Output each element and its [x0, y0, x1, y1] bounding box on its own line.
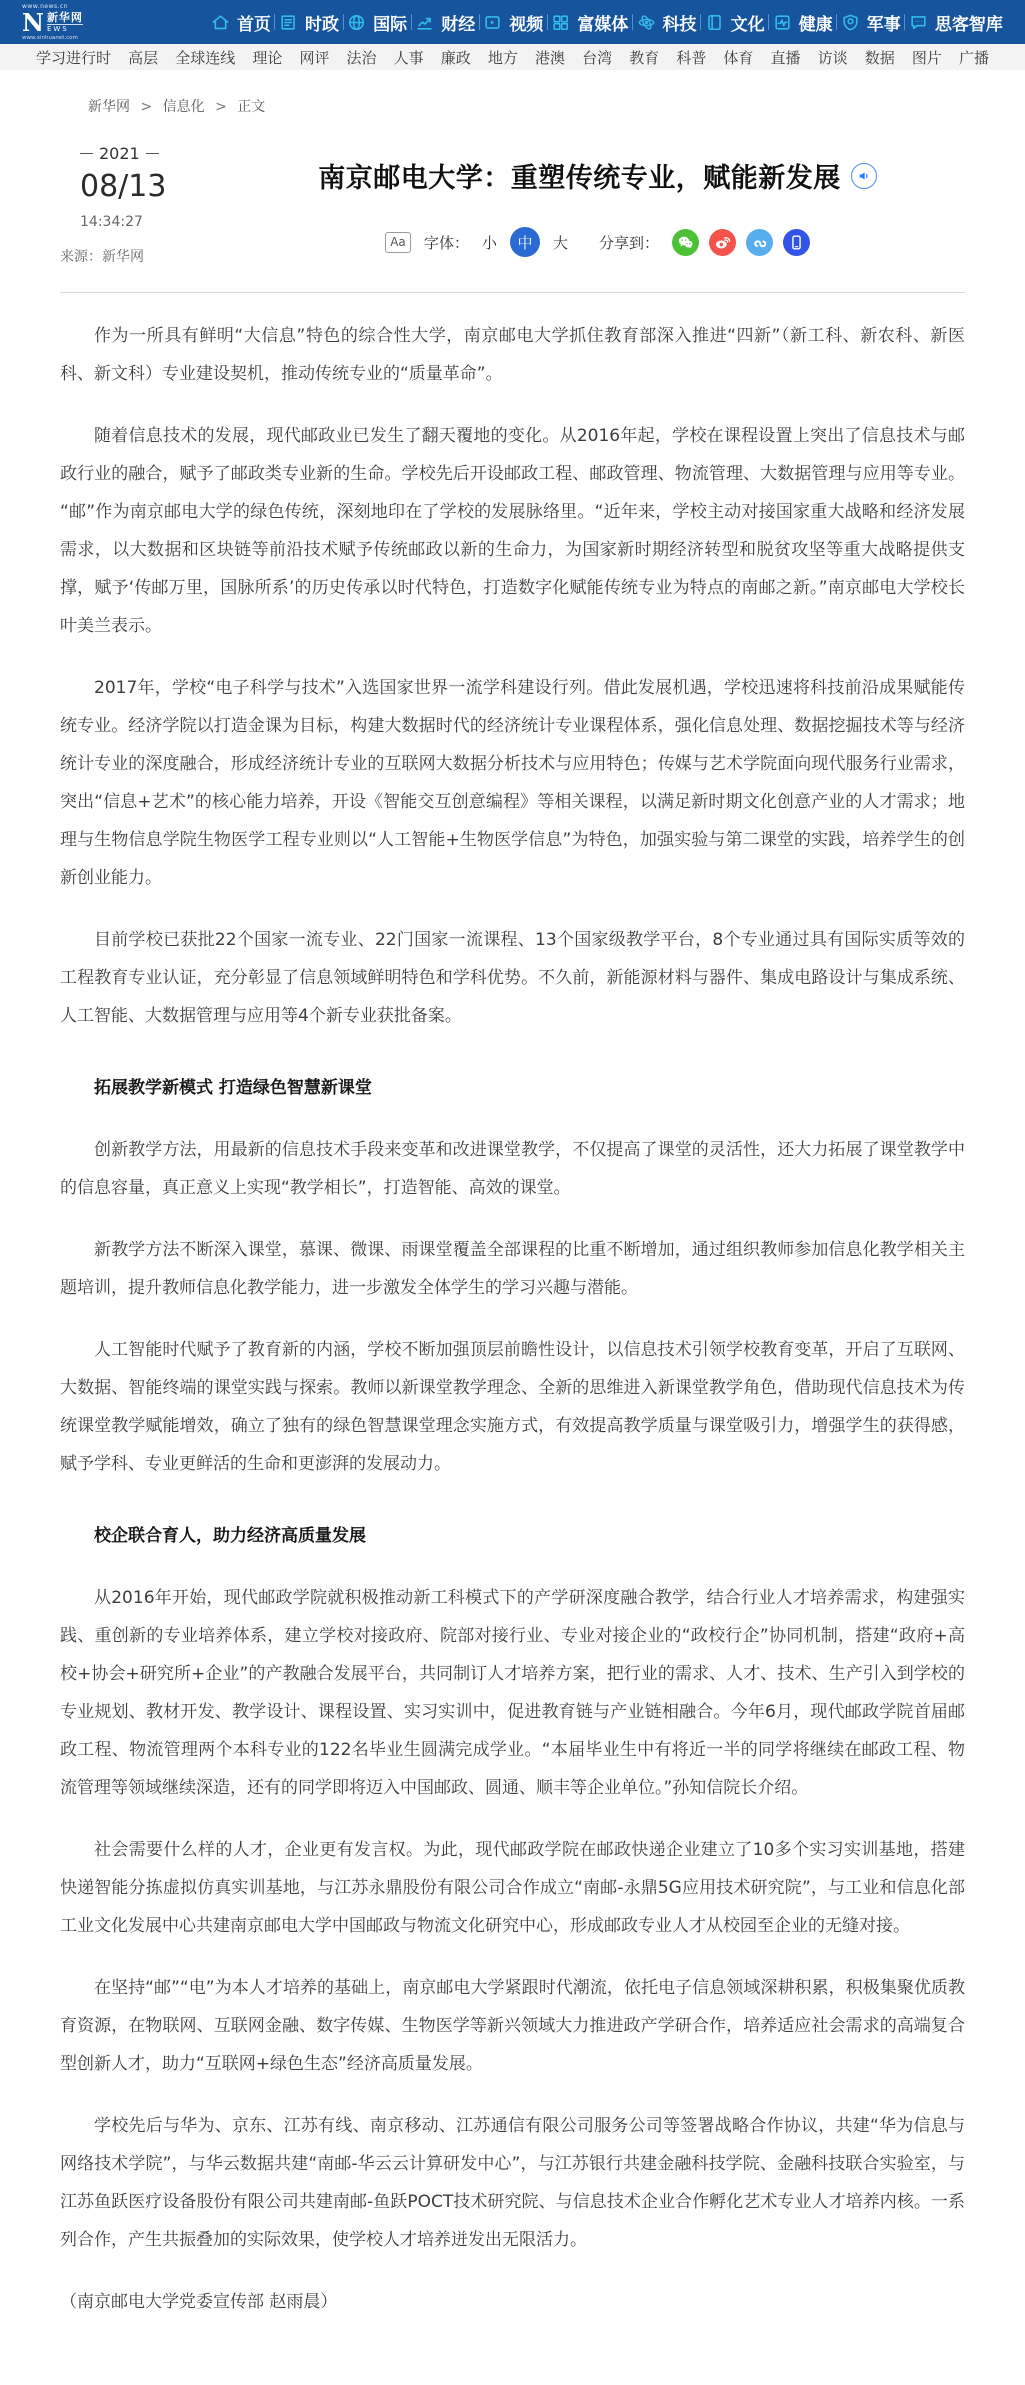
- nav-item-international[interactable]: [347, 10, 407, 35]
- weibo-icon: [713, 233, 732, 252]
- globe-icon: [347, 13, 366, 32]
- nav-divider: [547, 14, 548, 30]
- primary-nav: [211, 10, 1003, 35]
- article-paragraph: 作为一所具有鲜明“大信息”特色的综合性大学，南京邮电大学抓住教育部深入推进“四新”（新工科、新农科、新医科、新文科）专业建设契机，推动传统专业的“质量革命”。: [60, 326, 965, 384]
- video-icon: [483, 13, 502, 32]
- speaker-icon: [857, 169, 871, 183]
- nav-label: 富媒体: [577, 14, 629, 35]
- share-xinhua-app-button[interactable]: [746, 229, 773, 256]
- article-paragraph: 2017年，学校“电子科学与技术”入选国家世界一流学科建设行列。借此发展机遇，学校迅速将科技前沿成果赋能传统专业。经济学院以打造金课为目标，构建大数据时代的经济统计专业课程体系，强化信息处理、数据挖掘技术等与经济统计专业的深度融合，形成经济统计专业的互联网大数据分析技术与应用特色；传媒与艺术学院面向现代服务行业需求，突出“信息+艺术”的核心能力培养，开设《智能交互创意编程》等相关课程，以满足新时期文化创意产业的人才需求；地理与生物信息学院生物医学工程专业则以“人工智能+生物医学信息”为特色，加强实验与第二课堂的实践，培养学生的创新创业能力。: [60, 678, 965, 888]
- nav-divider: [343, 14, 344, 30]
- nav-label: 国际: [373, 14, 408, 35]
- nav-item-health[interactable]: [773, 10, 833, 35]
- logo-en-text: EWS: [47, 24, 83, 33]
- article-paragraph: 人工智能时代赋予了教育新的内涵，学校不断加强顶层前瞻性设计，以信息技术引领学校教育变革，开启了互联网、大数据、智能终端的课堂实践与探索。教师以新课堂教学理念、全新的思维进入新课堂教学角色，借助现代信息技术为传统课堂教学赋能增效，确立了独有的绿色智慧课堂理念实施方式，有效提高教学质量与课堂吸引力，增强学生的获得感，赋予学科、专业更鲜活的生命和更澎湃的发展动力。: [60, 1340, 965, 1474]
- breadcrumb-separator: >: [215, 99, 227, 115]
- nav-item-home[interactable]: [211, 10, 271, 35]
- subnav-item-kepu[interactable]: 科普: [676, 48, 707, 67]
- subnav-item-lianzheng[interactable]: 廉政: [440, 48, 471, 67]
- logo-url-top: www.news.cn: [22, 2, 69, 10]
- article-paragraph: 学校先后与华为、京东、江苏有线、南京移动、江苏通信有限公司服务公司等签署战略合作协议，共建“华为信息与网络技术学院”，与华云数据共建“南邮-华云云计算研发中心”，与江苏银行共建金融科技学院、金融科技联合实验室，与江苏鱼跃医疗设备股份有限公司共建南邮-鱼跃POCT技术研究院、与信息技术企业合作孵化艺术专业人才培养内核。一系列合作，产生共振叠加的实际效果，使学校人才培养迸发出无限活力。: [60, 2116, 965, 2250]
- subnav-item-wangping[interactable]: 网评: [299, 48, 330, 67]
- nav-divider: [700, 14, 701, 30]
- grid-icon: [551, 13, 570, 32]
- chart-icon: [415, 13, 434, 32]
- share-weibo-button[interactable]: [709, 229, 736, 256]
- article-paragraph: 随着信息技术的发展，现代邮政业已发生了翻天覆地的变化。从2016年起，学校在课程设置上突出了信息技术与邮政行业的融合，赋予了邮政类专业新的生命。学校先后开设邮政工程、邮政管理、物流管理、大数据管理与应用等专业。“邮”作为南京邮电大学的绿色传统，深刻地印在了学校的发展脉络里。“近年来，学校主动对接国家重大战略和经济发展需求，以大数据和区块链等前沿技术赋予传统邮政以新的生命力，为国家新时期经济转型和脱贫攻坚等重大战略提供支撑，赋予‘传邮万里，国脉所系’的历史传承以时代特色，打造数字化赋能传统专业为特点的南邮之新。”南京邮电大学校长叶美兰表示。: [60, 426, 965, 636]
- breadcrumb-separator: >: [140, 99, 153, 115]
- breadcrumb-current: 正文: [237, 99, 266, 115]
- share-label: 分享到：: [599, 233, 660, 252]
- subnav-item-fazhi[interactable]: 法治: [346, 48, 377, 67]
- font-size-icon: Aa: [385, 232, 411, 253]
- article-byline: （南京邮电大学党委宣传部 赵雨晨）: [60, 2292, 338, 2312]
- nav-item-richmedia[interactable]: [551, 10, 628, 35]
- page-title: 南京邮电大学：重塑传统专业，赋能新发展: [318, 163, 841, 194]
- chat-icon: [909, 13, 928, 32]
- nav-label: 首页: [236, 14, 271, 35]
- section-heading: 校企联合育人，助力经济高质量发展: [94, 1526, 366, 1546]
- nav-label: 健康: [798, 14, 833, 35]
- date-block: [60, 126, 230, 266]
- font-size-medium-button[interactable]: 中: [510, 227, 540, 257]
- logo-url-bottom: www.xinhuanet.com: [22, 34, 78, 41]
- subnav-item-fangtan[interactable]: 访谈: [817, 48, 848, 67]
- font-size-label: 字体：: [423, 233, 469, 252]
- subnav-item-lilun[interactable]: 理论: [252, 48, 283, 67]
- nav-divider: [836, 14, 837, 30]
- share-icons: [672, 229, 810, 256]
- nav-divider: [479, 14, 480, 30]
- subnav-item-gaoceng[interactable]: 高层: [128, 48, 159, 67]
- nav-label: 财经: [441, 14, 476, 35]
- article-paragraph: 社会需要什么样的人才，企业更有发言权。为此，现代邮政学院在邮政快递企业建立了10多个实习实训基地，搭建快递智能分拣虚拟仿真实训基地，与江苏永鼎股份有限公司合作成立“南邮-永鼎5G应用技术研究院”，与工业和信息化部工业文化发展中心共建南京邮电大学中国邮政与物流文化研究中心，形成邮政专业人才从校园至企业的无缝对接。: [60, 1840, 965, 1936]
- article-paragraph: 新教学方法不断深入课堂，慕课、微课、雨课堂覆盖全部课程的比重不断增加，通过组织教师参加信息化教学相关主题培训，提升教师信息化教学能力，进一步激发全体学生的学习兴趣与潜能。: [60, 1240, 965, 1298]
- xinhuanet-logo[interactable]: [22, 4, 83, 42]
- article-time: 14:34:27: [80, 214, 143, 230]
- article-header: [60, 126, 965, 266]
- subnav-item-tupian[interactable]: 图片: [911, 48, 942, 67]
- nav-item-culture[interactable]: [705, 10, 765, 35]
- mobile-phone-icon: [787, 233, 806, 252]
- nav-label: 文化: [730, 14, 765, 35]
- subnav-item-renshi[interactable]: 人事: [393, 48, 424, 67]
- breadcrumb: [60, 96, 965, 116]
- article-paragraph: 在坚持“邮”“电”为本人才培养的基础上，南京邮电大学紧跟时代潮流，依托电子信息领域深耕积累，积极集聚优质教育资源，在物联网、互联网金融、数字传媒、生物医学等新兴领域大力推进政产学研合作，培养适应社会需求的高端复合型创新人才，助力“互联网+绿色生态”经济高质量发展。: [60, 1978, 965, 2074]
- breadcrumb-channel[interactable]: 信息化: [162, 99, 205, 115]
- subnav-item-difang[interactable]: 地方: [487, 48, 518, 67]
- logo-cn-text: 新华网: [46, 11, 83, 25]
- nav-divider: [904, 14, 905, 30]
- subnav-item-zhibo[interactable]: 直播: [770, 48, 801, 67]
- atom-icon: [637, 13, 656, 32]
- nav-divider: [768, 14, 769, 30]
- secondary-nav: [0, 44, 1025, 70]
- top-nav-bar: [0, 0, 1025, 44]
- subnav-item-guangbo[interactable]: 广播: [958, 48, 989, 67]
- book-icon: [705, 13, 724, 32]
- article-date: 08/13: [80, 169, 167, 204]
- font-size-large-button[interactable]: 大: [553, 233, 569, 252]
- nav-divider: [274, 14, 275, 30]
- article-year: 2021: [99, 144, 140, 163]
- nav-label: 思客智库: [934, 14, 1003, 35]
- subnav-item-shuju[interactable]: 数据: [864, 48, 895, 67]
- nav-label: 视频: [509, 14, 544, 35]
- subnav-item-taiwan[interactable]: 台湾: [582, 48, 613, 67]
- nav-item-military[interactable]: [841, 10, 901, 35]
- newspaper-icon: [279, 13, 298, 32]
- share-wechat-button[interactable]: [672, 229, 699, 256]
- logo-n-mark: N: [22, 7, 44, 37]
- article-paragraph: 从2016年开始，现代邮政学院就积极推动新工科模式下的产学研深度融合教学，结合行业人才培养需求，构建强实践、重创新的专业培养体系，建立学校对接政府、院部对接行业、专业对接企业的“政校行企”协同机制，搭建“政府+高校+协会+研究所+企业”的产教融合发展平台，共同制订人才培养方案，把行业的需求、人才、技术、生产引入到学校的专业规划、教材开发、教学设计、课程设置、实习实训中，促进教育链与产业链相融合。今年6月，现代邮政学院首届邮政工程、物流管理两个本科专业的122名毕业生圆满完成学业。“本届毕业生中有将近一半的同学将继续在邮政工程、物流管理等领域继续深造，还有的同学即将迈入中国邮政、圆通、顺丰等企业单位。”孙知信院长介绍。: [60, 1588, 965, 1798]
- subnav-item-quanqiu[interactable]: 全球连线: [175, 48, 236, 67]
- shield-icon: [841, 13, 860, 32]
- read-aloud-button[interactable]: [851, 163, 877, 189]
- subnav-item-tiyu[interactable]: 体育: [723, 48, 754, 67]
- header-divider: [60, 292, 965, 293]
- subnav-item-gangao[interactable]: 港澳: [534, 48, 565, 67]
- s-curve-icon: [750, 233, 769, 252]
- nav-item-finance[interactable]: [415, 10, 475, 35]
- nav-divider: [411, 14, 412, 30]
- home-icon: [211, 13, 230, 32]
- font-size-small-button[interactable]: 小: [481, 233, 497, 252]
- article-source: 来源：新华网: [60, 249, 144, 265]
- article-title-row: [318, 156, 877, 195]
- nav-label: 科技: [662, 14, 697, 35]
- nav-item-sike-thinktank[interactable]: [909, 10, 1003, 35]
- breadcrumb-home[interactable]: 新华网: [88, 99, 130, 115]
- nav-item-video[interactable]: [483, 10, 543, 35]
- nav-item-tech[interactable]: [637, 10, 697, 35]
- section-heading: 拓展教学新模式 打造绿色智慧新课堂: [94, 1078, 372, 1098]
- article-paragraph: 创新教学方法，用最新的信息技术手段来变革和改进课堂教学，不仅提高了课堂的灵活性，还大力拓展了课堂教学中的信息容量，真正意义上实现“教学相长”，打造智能、高效的课堂。: [60, 1140, 965, 1198]
- nav-label: 军事: [866, 14, 901, 35]
- wechat-icon: [676, 233, 695, 252]
- year-dash: [146, 153, 159, 154]
- nav-item-politics[interactable]: [279, 10, 339, 35]
- article-body: [60, 317, 965, 2385]
- subnav-item-jiaoyu[interactable]: 教育: [629, 48, 660, 67]
- nav-label: 时政: [305, 14, 340, 35]
- article-paragraph: 目前学校已获批22个国家一流专业、22门国家一流课程、13个国家级教学平台，8个专业通过具有国际实质等效的工程教育专业认证，充分彰显了信息领域鲜明特色和学科优势。不久前，新能源材料与器件、集成电路设计与集成系统、人工智能、大数据管理与应用等4个新专业获批备案。: [60, 930, 965, 1026]
- share-mobile-client-button[interactable]: [783, 229, 810, 256]
- pulse-icon: [773, 13, 792, 32]
- article-toolbar: [230, 227, 965, 257]
- year-dash: [80, 153, 93, 154]
- subnav-item-xuexi[interactable]: 学习进行时: [36, 48, 112, 67]
- nav-divider: [632, 14, 633, 30]
